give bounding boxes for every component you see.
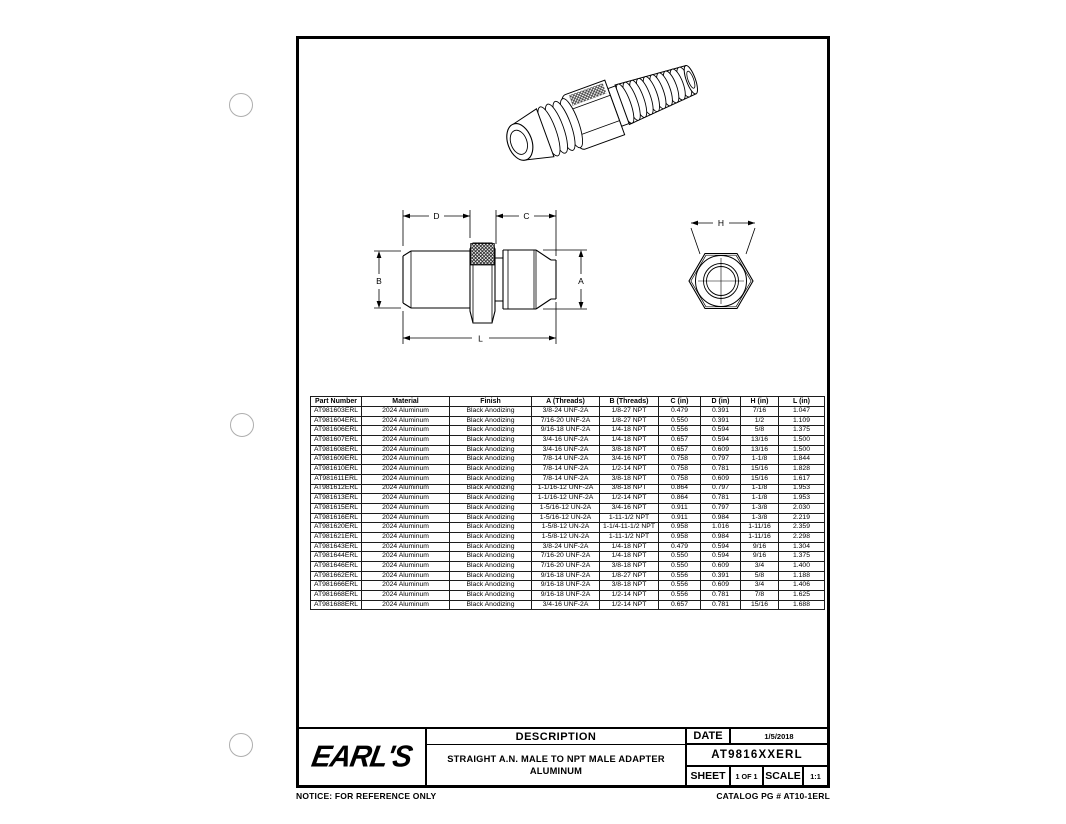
hole-punch-top [229,93,253,117]
table-cell: 0.911 [659,503,701,513]
table-cell: 15/16 [741,600,779,610]
table-cell: 2024 Aluminum [362,484,450,494]
table-cell: 1.047 [779,407,825,417]
table-cell: 3/8-18 NPT [600,562,659,572]
table-cell: 1-3/8 [741,513,779,523]
table-row [311,474,825,484]
column-header: Part Number [311,397,362,407]
table-cell: 0.391 [701,571,741,581]
description-cell [427,729,687,785]
table-cell: 0.594 [701,436,741,446]
table-cell: 1-5/8-12 UN-2A [532,523,600,533]
table-cell: 1.500 [779,436,825,446]
table-cell: Black Anodizing [450,416,532,426]
table-cell: 1-5/16-12 UN-2A [532,513,600,523]
table-cell: 13/16 [741,436,779,446]
table-cell: 5/8 [741,571,779,581]
table-cell: 3/8-18 NPT [600,445,659,455]
table-cell: 1.188 [779,571,825,581]
table-cell: Black Anodizing [450,542,532,552]
table-row [311,581,825,591]
table-cell: 3/4-16 UNF-2A [532,600,600,610]
table-cell: 3/8-18 NPT [600,581,659,591]
table-cell: AT981603ERL [311,407,362,417]
catalog-page-ref: CATALOG PG # AT10-1ERL [716,791,830,801]
side-view [403,243,556,323]
table-cell: Black Anodizing [450,591,532,601]
table-cell: 0.594 [701,426,741,436]
table-cell: 0.609 [701,445,741,455]
table-cell: 1-3/8 [741,503,779,513]
table-row [311,484,825,494]
table-cell: 0.550 [659,552,701,562]
logo-cell [299,729,427,785]
dim-label-a: A [578,276,584,286]
table-cell: 0.609 [701,562,741,572]
table-cell: AT981688ERL [311,600,362,610]
sheet-scale-row [687,767,827,785]
table-cell: 2024 Aluminum [362,571,450,581]
date-label: DATE [687,729,731,743]
dim-label-b: B [376,276,382,286]
table-cell: 9/16-18 UNF-2A [532,571,600,581]
table-cell: 0.556 [659,571,701,581]
table-cell: 1-11-1/2 NPT [600,532,659,542]
table-cell: 0.550 [659,562,701,572]
hole-punch-middle [230,413,254,437]
table-cell: AT981666ERL [311,581,362,591]
table-cell: 3/4-16 NPT [600,503,659,513]
table-cell: 0.797 [701,455,741,465]
column-header: D (in) [701,397,741,407]
table-cell: 3/8-18 NPT [600,474,659,484]
table-cell: Black Anodizing [450,562,532,572]
table-cell: AT981616ERL [311,513,362,523]
table-cell: Black Anodizing [450,465,532,475]
table-cell: AT981668ERL [311,591,362,601]
table-cell: 2024 Aluminum [362,465,450,475]
scale-value: 1:1 [810,771,821,781]
table-cell: 1/2-14 NPT [600,465,659,475]
table-cell: 1-5/8-12 UN-2A [532,532,600,542]
table-row [311,600,825,610]
table-cell: 0.550 [659,416,701,426]
table-cell: 1.375 [779,426,825,436]
table-cell: Black Anodizing [450,571,532,581]
table-cell: 0.594 [701,542,741,552]
table-cell: AT981612ERL [311,484,362,494]
table-row [311,552,825,562]
table-cell: AT981621ERL [311,532,362,542]
table-cell: 0.781 [701,591,741,601]
table-row [311,542,825,552]
table-cell: Black Anodizing [450,407,532,417]
table-cell: 1.016 [701,523,741,533]
title-block-right [687,729,827,785]
table-cell: 1-1/8 [741,455,779,465]
column-header: A (Threads) [532,397,600,407]
parts-table [310,396,825,610]
table-cell: 2024 Aluminum [362,523,450,533]
table-cell: 1/2-14 NPT [600,600,659,610]
table-cell: 2024 Aluminum [362,542,450,552]
table-cell: 2024 Aluminum [362,474,450,484]
table-cell: 3/8-18 NPT [600,484,659,494]
table-cell: 0.479 [659,407,701,417]
table-cell: Black Anodizing [450,523,532,533]
table-cell: 7/8-14 UNF-2A [532,455,600,465]
table-cell: 3/8-24 UNF-2A [532,407,600,417]
notice-text: NOTICE: FOR REFERENCE ONLY [296,791,437,801]
date-value: 1/5/2018 [764,731,794,741]
table-cell: AT981610ERL [311,465,362,475]
table-cell: Black Anodizing [450,484,532,494]
table-cell: 0.609 [701,474,741,484]
table-cell: 0.758 [659,465,701,475]
table-cell: 2.030 [779,503,825,513]
table-cell: 0.781 [701,600,741,610]
drawing-border-frame [296,36,830,788]
table-cell: 1.688 [779,600,825,610]
table-cell: 1/8-27 NPT [600,407,659,417]
table-cell: 2024 Aluminum [362,581,450,591]
table-cell: 2024 Aluminum [362,532,450,542]
table-cell: Black Anodizing [450,474,532,484]
table-cell: 1.953 [779,484,825,494]
table-cell: 3/4 [741,562,779,572]
table-cell: AT981643ERL [311,542,362,552]
table-cell: 0.781 [701,494,741,504]
table-cell: Black Anodizing [450,581,532,591]
table-row [311,503,825,513]
table-cell: 7/8 [741,591,779,601]
table-cell: Black Anodizing [450,455,532,465]
table-cell: 0.864 [659,484,701,494]
description-line-2: ALUMINUM [529,766,583,776]
table-cell: 13/16 [741,445,779,455]
table-cell: 9/16-18 UNF-2A [532,591,600,601]
table-cell: 1.400 [779,562,825,572]
table-cell: 2024 Aluminum [362,426,450,436]
table-cell: 7/8-14 UNF-2A [532,465,600,475]
table-cell: Black Anodizing [450,426,532,436]
hole-punch-bottom [229,733,253,757]
table-cell: 0.864 [659,494,701,504]
table-cell: AT981620ERL [311,523,362,533]
table-cell: AT981609ERL [311,455,362,465]
end-view [689,221,755,309]
table-cell: Black Anodizing [450,552,532,562]
table-cell: 0.984 [701,513,741,523]
table-cell: 1-1/8 [741,494,779,504]
title-block [299,727,827,785]
table-cell: 0.657 [659,445,701,455]
table-cell: 1.406 [779,581,825,591]
earls-logo: EARL'S [309,739,415,774]
table-cell: 1-11/16 [741,532,779,542]
table-row [311,523,825,533]
table-cell: 0.797 [701,484,741,494]
table-cell: 1/4-18 NPT [600,436,659,446]
dim-label-l: L [478,333,483,344]
table-cell: Black Anodizing [450,494,532,504]
table-cell: 1-1/16-12 UNF-2A [532,484,600,494]
table-cell: 1.500 [779,445,825,455]
table-row [311,416,825,426]
table-cell: 0.391 [701,416,741,426]
table-row [311,513,825,523]
table-cell: AT981611ERL [311,474,362,484]
table-cell: 2024 Aluminum [362,552,450,562]
table-cell: 1.828 [779,465,825,475]
table-cell: 1-5/16-12 UN-2A [532,503,600,513]
table-cell: 0.556 [659,426,701,436]
parts-table-header-row [311,397,825,407]
table-cell: 1.304 [779,542,825,552]
table-row [311,494,825,504]
table-cell: 3/4-16 NPT [600,455,659,465]
table-cell: 9/16 [741,552,779,562]
isometric-view [499,51,705,173]
dim-label-d: D [433,211,440,221]
table-cell: 0.984 [701,532,741,542]
table-cell: 7/16-20 UNF-2A [532,562,600,572]
table-cell: 15/16 [741,465,779,475]
knurled-band [471,244,495,265]
table-cell: Black Anodizing [450,532,532,542]
table-cell: 0.657 [659,436,701,446]
table-cell: 1/8-27 NPT [600,571,659,581]
table-cell: 2024 Aluminum [362,445,450,455]
table-cell: 0.391 [701,407,741,417]
table-cell: 2024 Aluminum [362,436,450,446]
table-cell: 0.594 [701,552,741,562]
description-body [427,745,685,785]
table-cell: 0.556 [659,581,701,591]
column-header: B (Threads) [600,397,659,407]
table-cell: 7/16 [741,407,779,417]
table-cell: 1/4-18 NPT [600,542,659,552]
table-cell: 1.953 [779,494,825,504]
table-cell: 7/8-14 UNF-2A [532,474,600,484]
description-line-1: STRAIGHT A.N. MALE TO NPT MALE ADAPTER [447,754,665,764]
table-cell: 0.657 [659,600,701,610]
table-cell: 1-11-1/2 NPT [600,513,659,523]
description-header: DESCRIPTION [427,729,685,745]
table-cell: 1/2 [741,416,779,426]
table-cell: Black Anodizing [450,503,532,513]
table-cell: AT981646ERL [311,562,362,572]
footer [296,791,830,801]
table-cell: 1/2-14 NPT [600,494,659,504]
table-row [311,562,825,572]
table-row [311,407,825,417]
table-cell: 9/16-18 UNF-2A [532,581,600,591]
table-cell: 2024 Aluminum [362,513,450,523]
table-cell: AT981662ERL [311,571,362,581]
table-cell: 1/2-14 NPT [600,591,659,601]
part-number: AT9816XXERL [687,745,827,767]
table-cell: 5/8 [741,426,779,436]
table-cell: 2024 Aluminum [362,416,450,426]
table-cell: AT981615ERL [311,503,362,513]
table-cell: 0.609 [701,581,741,591]
table-row [311,465,825,475]
table-cell: 2024 Aluminum [362,503,450,513]
sheet-label: SHEET [687,767,731,785]
table-cell: 2.298 [779,532,825,542]
table-cell: Black Anodizing [450,513,532,523]
table-cell: 3/4 [741,581,779,591]
column-header: Material [362,397,450,407]
table-cell: AT981606ERL [311,426,362,436]
table-row [311,455,825,465]
table-cell: 3/4-16 UNF-2A [532,436,600,446]
table-cell: Black Anodizing [450,445,532,455]
table-cell: 9/16 [741,542,779,552]
table-cell: 2024 Aluminum [362,455,450,465]
table-row [311,445,825,455]
table-row [311,571,825,581]
table-cell: 0.958 [659,532,701,542]
column-header: H (in) [741,397,779,407]
table-cell: 1-1/4-11-1/2 NPT [600,523,659,533]
table-cell: 7/16-20 UNF-2A [532,552,600,562]
table-cell: 1-11/16 [741,523,779,533]
table-cell: 1.625 [779,591,825,601]
table-row [311,436,825,446]
table-row [311,591,825,601]
table-cell: 0.781 [701,465,741,475]
table-cell: 7/16-20 UNF-2A [532,416,600,426]
table-cell: 1/4-18 NPT [600,426,659,436]
table-cell: 2.359 [779,523,825,533]
table-cell: 1-1/16-12 UNF-2A [532,494,600,504]
table-row [311,532,825,542]
date-row [687,729,827,745]
sheet-value: 1 OF 1 [731,767,764,785]
table-cell: 0.479 [659,542,701,552]
table-cell: 0.911 [659,513,701,523]
dim-label-h: H [717,218,725,228]
table-cell: 0.958 [659,523,701,533]
table-cell: 0.758 [659,455,701,465]
table-cell: 0.758 [659,474,701,484]
table-cell: AT981607ERL [311,436,362,446]
table-cell: 1/8-27 NPT [600,416,659,426]
table-cell: Black Anodizing [450,600,532,610]
table-cell: 0.797 [701,503,741,513]
table-cell: 2.219 [779,513,825,523]
table-cell: 0.556 [659,591,701,601]
table-cell: AT981613ERL [311,494,362,504]
table-cell: AT981604ERL [311,416,362,426]
table-cell: 2024 Aluminum [362,591,450,601]
table-cell: 15/16 [741,474,779,484]
table-cell: 2024 Aluminum [362,407,450,417]
table-cell: 1/4-18 NPT [600,552,659,562]
scale-label: SCALE [764,767,804,785]
table-row [311,426,825,436]
table-cell: AT981608ERL [311,445,362,455]
parts-table-body [311,407,825,610]
table-cell: 2024 Aluminum [362,600,450,610]
table-cell: 3/4-16 UNF-2A [532,445,600,455]
table-cell: 1.375 [779,552,825,562]
table-cell: 1.617 [779,474,825,484]
table-cell: 1-1/8 [741,484,779,494]
table-cell: Black Anodizing [450,436,532,446]
table-cell: 2024 Aluminum [362,562,450,572]
table-cell: 3/8-24 UNF-2A [532,542,600,552]
table-cell: 1.844 [779,455,825,465]
table-cell: 1.109 [779,416,825,426]
table-cell: 9/16-18 UNF-2A [532,426,600,436]
column-header: L (in) [779,397,825,407]
table-cell: AT981644ERL [311,552,362,562]
technical-drawing [299,39,833,396]
column-header: C (in) [659,397,701,407]
column-header: Finish [450,397,532,407]
table-cell: 2024 Aluminum [362,494,450,504]
dim-label-c: C [523,211,530,221]
